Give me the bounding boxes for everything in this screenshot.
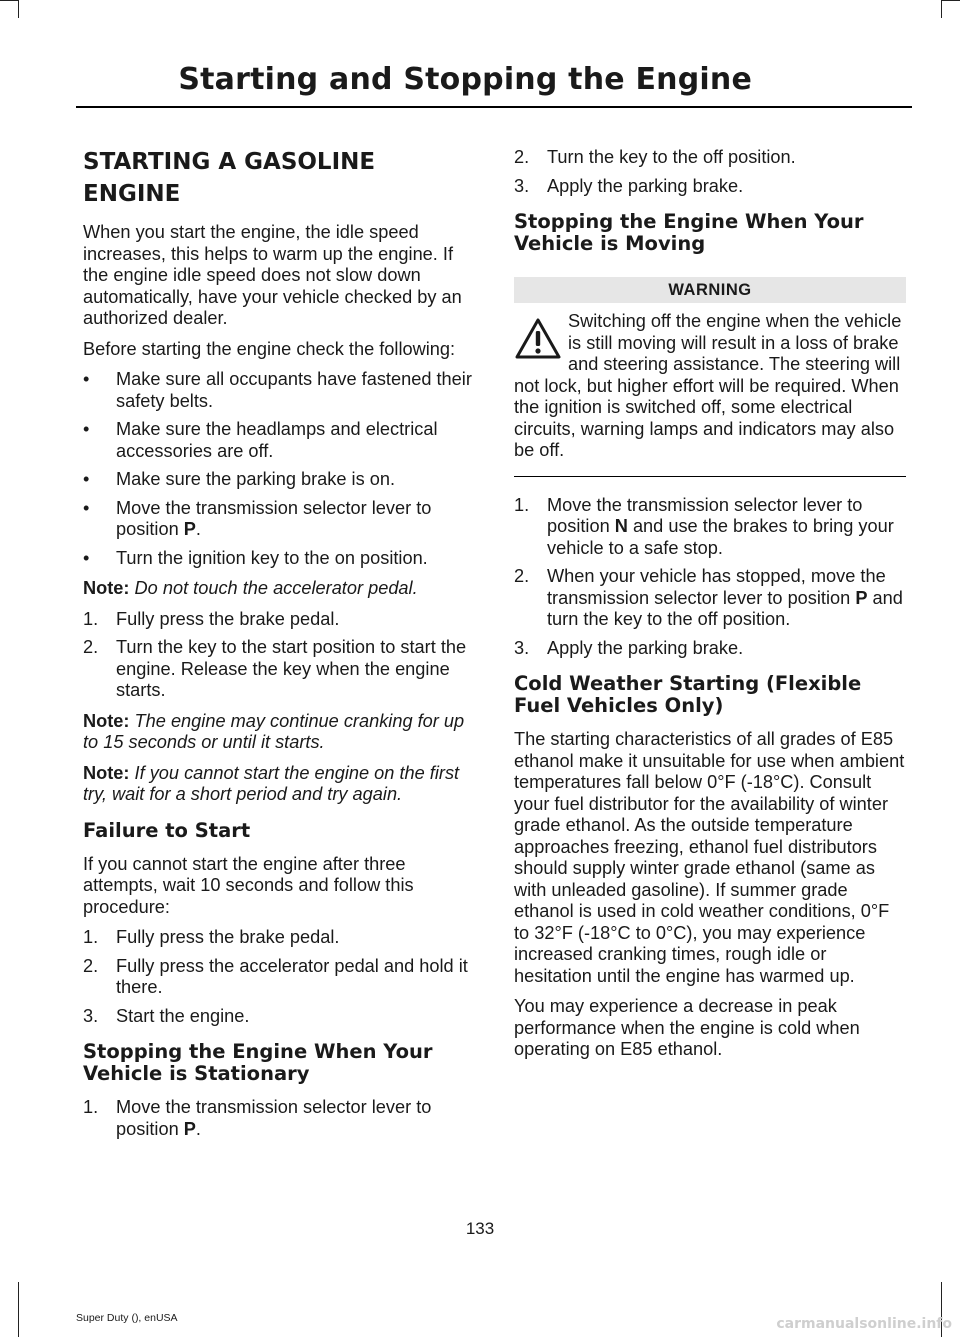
stationary-steps-continued [514,147,906,197]
warning-triangle-icon [514,317,562,361]
warning-text: Switching off the engine when the vehicle is still moving will result in a loss of brake and steering assistance. The steering will not lock, but higher effort will be required. When the ignition is switched off, some electrical circuits, warning lamps and indicators may also be off. [514,311,902,460]
paragraph: If you cannot start the engine after three attempts, wait 10 seconds and follow this procedure: [83,853,414,917]
subsection-title: Stopping the Engine When Your Vehicle is Stationary [83,1040,433,1085]
list-item: • Make sure the parking brake is on. [83,469,396,489]
left-column [83,140,479,1149]
page-header-title: Starting and Stopping the Engine [178,62,752,97]
subsection-title: Failure to Start [83,818,251,842]
subsection-title: Stopping the Engine When Your Vehicle is Moving [514,210,864,255]
crop-mark [18,1282,19,1337]
list-item: 1. Move the transmission selector lever to position N and use the brakes to bring your vehicle to a safe stop. [514,494,894,558]
list-item: • Turn the ignition key to the on position. [83,547,428,568]
paragraph: The starting characteristics of all grades of E85 ethanol make it unsuitable for use when ambient temperatures fall below 0°F (-18°C). Consult your fuel distributor for the availability of winter grade ethanol. As the outside temperature approaches freezing, ethanol fuel distributors should supply winter grade ethanol (same as with unleaded gasoline). If summer grade ethanol is used in cold weather conditions, 0°F to 32°F (-18°C to 0°C), you may experience increased cranking times, rough idle or hesitation until the engine has warmed up. [514,729,905,986]
list-item: • Move the transmission selector lever to position P. [83,497,432,539]
section-title [83,146,479,210]
crop-mark [942,0,960,1]
subsection-title: Cold Weather Starting (Flexible Fuel Vehicles Only) [514,672,862,717]
list-item: 3. Apply the parking brake. [514,637,744,658]
note: Note: If you cannot start the engine on the first try, wait for a short period and try again. [83,762,460,804]
list-item: • Make sure the headlamps and electrical accessories are off. [83,419,438,461]
warning-header: WARNING [514,277,906,303]
section-title-line1: STARTING A GASOLINE [83,149,376,175]
footer-doc-info: Super Duty (), enUSA [76,1312,178,1324]
stationary-steps [83,1097,479,1140]
note: Note: Do not touch the accelerator pedal. [83,578,418,598]
list-item: 2. Turn the key to the start position to start the engine. Release the key when the engine starts. [83,637,467,700]
intro-paragraph-2: Before starting the engine check the following: [83,338,456,359]
paragraph: You may experience a decrease in peak performance when the engine is cold when operating on E85 ethanol. [514,996,860,1059]
list-item: 3. Start the engine. [83,1005,250,1026]
crop-mark [0,0,18,1]
list-item: 1. Fully press the brake pedal. [83,608,340,629]
header-divider [76,106,912,108]
right-column [514,140,906,1070]
moving-steps [514,495,906,660]
note: Note: The engine may continue cranking for up to 15 seconds or until it starts. [83,710,465,752]
list-item: • Make sure all occupants have fastened their safety belts. [83,369,472,411]
list-item: 1. Move the transmission selector lever to position P. [83,1097,432,1139]
intro-paragraph: When you start the engine, the idle speed increases, this helps to warm up the engine. If the engine idle speed does not slow down automatically, have your vehicle checked by an authorized dealer. [83,222,462,328]
list-item: 2. Turn the key to the off position. [514,147,796,167]
crop-mark [18,0,19,18]
page-number: 133 [465,1219,495,1238]
checklist [83,369,479,569]
watermark: carmanualsonline.info [776,1316,952,1332]
list-item: 2. Fully press the accelerator pedal and hold it there. [83,955,468,997]
warning-box [514,311,906,477]
crop-mark [941,0,942,18]
section-title-line2: ENGINE [83,181,181,207]
list-item: 3. Apply the parking brake. [514,175,744,196]
failure-steps [83,927,479,1027]
start-steps [83,609,479,702]
list-item: 2. When your vehicle has stopped, move the transmission selector lever to position P and turn the key to the off position. [514,566,903,629]
list-item: 1. Fully press the brake pedal. [83,927,340,947]
